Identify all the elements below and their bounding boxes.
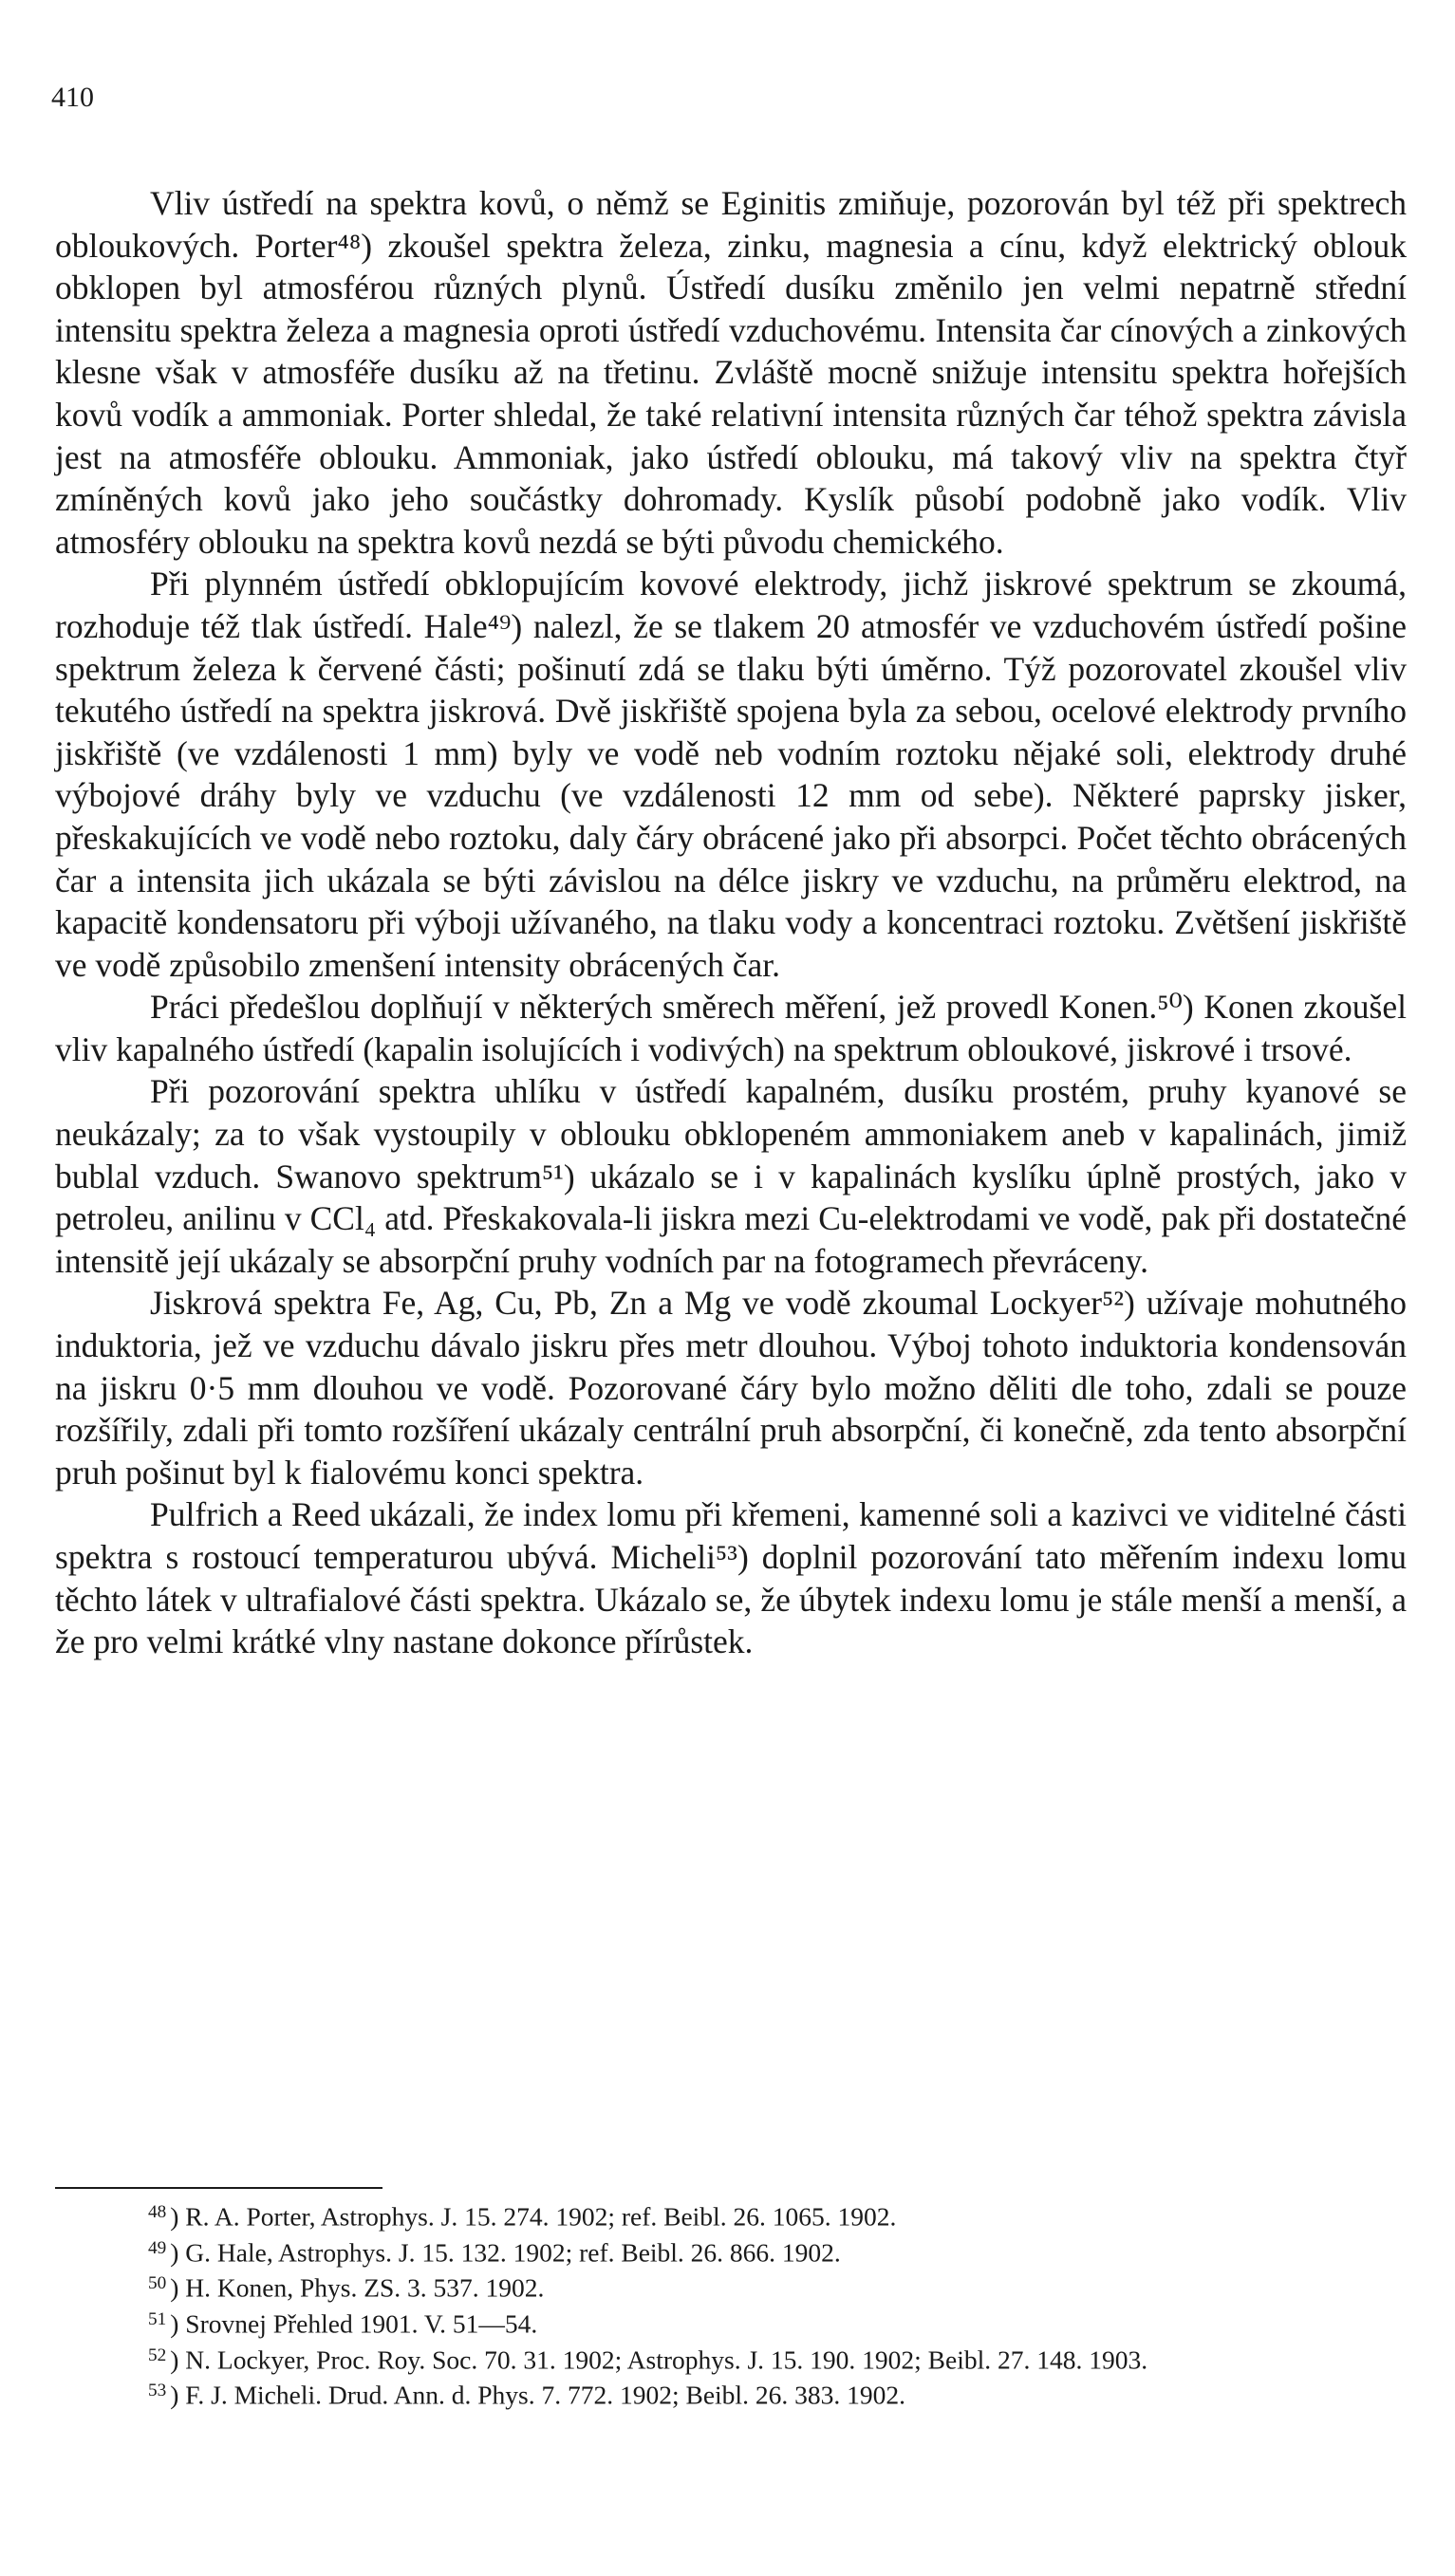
footnote-49: $^{49}$ ) G. Hale, Astrophys. J. 15. 132. 1902; ref. Beibl. 26. 866. 1902. — [148, 2237, 841, 2268]
footnote-text: R. A. Porter, Astrophys. J. 15. 274. 1902; ref. Beibl. 26. 1065. 1902. — [185, 2201, 897, 2232]
footnote-53: $^{53}$ ) F. J. Micheli. Drud. Ann. d. Phys. 7. 772. 1902; Beibl. 26. 383. 1902. — [148, 2380, 905, 2410]
footnote-52: $^{52}$ ) N. Lockyer, Proc. Roy. Soc. 70. 31. 1902; Astrophys. J. 15. 190. 1902; Beibl. 27. 148. 1903. — [148, 2344, 1148, 2375]
footnote-text: H. Konen, Phys. ZS. 3. 537. 1902. — [185, 2272, 545, 2303]
footnote-51: $^{51}$ ) Srovnej Přehled 1901. V. 51—54. — [148, 2308, 538, 2339]
footnote-divider — [55, 2187, 382, 2189]
paragraph-2: Při plynném ústředí obklopujícím kovové elektrody, jichž jiskrové spektrum se zkoumá, rozhoduje též tlak ústředí. Hale⁴⁹) nalezl, že se tlakem 20 atmosfér ve vzduchovém ústředí pošine spektrum železa k červené části; pošinutí zdá se tlaku býti úměrno. Týž pozorovatel zkoušel vliv tekutého ústředí na spektra jiskrová. Dvě jiskřiště spojena byla za sebou, ocelové elektrody prvního jiskřiště (ve vzdálenosti 1 mm) byly ve vodě neb vodním roztoku nějaké soli, elektrody druhé výbojové dráhy byly ve vzduchu (ve vzdálenosti 12 mm od sebe). Některé paprsky jisker, přeskakujících ve vodě nebo roztoku, daly čáry obrácené jako při absorpci. Počet těchto obrácených čar a intensita jich ukázala se býti závislou na délce jiskry ve vzduchu, na průměru elektrod, na kapacitě kondensatoru při výboji užívaného, na tlaku vody a koncentraci roztoku. Zvětšení jiskřiště ve vodě způsobilo zmenšení intensity obrácených čar. — [55, 565, 1407, 984]
footnote-50: $^{50}$ ) H. Konen, Phys. ZS. 3. 537. 1902. — [148, 2272, 545, 2303]
footnote-text: Srovnej Přehled 1901. V. 51—54. — [185, 2308, 538, 2339]
paragraph-5: Jiskrová spektra Fe, Ag, Cu, Pb, Zn a Mg ve vodě zkoumal Lockyer⁵²) užívaje mohutného induktoria, jež ve vzduchu dávalo jiskru přes metr dlouhou. Výboj tohoto induktoria kondensován na jiskru 0·5 mm dlouhou ve vodě. Pozorované čáry bylo možno děliti dle toho, zdali se pouze rozšířily, zdali při tomto rozšíření ukázaly centrální pruh absorpční, či konečně, zda tento absorpční pruh pošinut byl k fialovému konci spektra. — [55, 1284, 1407, 1492]
paragraph-6: Pulfrich a Reed ukázali, že index lomu při křemeni, kamenné soli a kazivci ve viditelné části spektra s rostoucí temperaturou ubývá. Micheli⁵³) doplnil pozorování tato měřením indexu lomu těchto látek v ultrafialové části spektra. Ukázalo se, že úbytek indexu lomu je stále menší a menší, a že pro velmi krátké vlny nastane dokonce přírůstek. — [55, 1495, 1407, 1661]
footnote-mark: 52 — [148, 2344, 167, 2365]
body-text — [55, 182, 1407, 1663]
paragraph-1: Vliv ústředí na spektra kovů, o němž se Eginitis zmiňuje, pozorován byl též při spektrech obloukových. Porter⁴⁸) zkoušel spektra železa, zinku, magnesia a cínu, když elektrický oblouk obklopen byl atmosférou různých plynů. Ústředí dusíku změnilo jen velmi nepatrně střední intensitu spektra železa a magnesia oproti ústředí vzduchovému. Intensita čar cínových a zinkových klesne však v atmosféře dusíku až na třetinu. Zvláště mocně snižuje intensitu spektra hořejších kovů vodík a ammoniak. Porter shledal, že také relativní intensita různých čar téhož spektra závisla jest na atmosféře oblouku. Ammoniak, jako ústředí oblouku, má takový vliv na spektra čtyř zmíněných kovů jako jeho součástky dohromady. Kyslík působí podobně jako vodík. Vliv atmosféry oblouku na spektra kovů nezdá se býti původu chemického. — [55, 184, 1407, 561]
footnote-text: N. Lockyer, Proc. Roy. Soc. 70. 31. 1902; Astrophys. J. 15. 190. 1902; Beibl. 27. 148. 1903. — [185, 2344, 1148, 2375]
footnote-text: F. J. Micheli. Drud. Ann. d. Phys. 7. 772. 1902; Beibl. 26. 383. 1902. — [185, 2380, 905, 2410]
footnote-mark: 53 — [148, 2381, 167, 2401]
page-number: 410 — [51, 82, 94, 113]
footnote-mark: 49 — [148, 2237, 167, 2258]
paragraph-3: Práci předešlou doplňují v některých směrech měření, jež provedl Konen.⁵⁰) Konen zkoušel vliv kapalného ústředí (kapalin isolujících i vodivých) na spektrum obloukové, jiskrové i trsové. — [55, 988, 1407, 1068]
footnote-text: G. Hale, Astrophys. J. 15. 132. 1902; ref. Beibl. 26. 866. 1902. — [185, 2237, 841, 2268]
footnote-mark: 51 — [148, 2308, 167, 2329]
paragraph-4: Při pozorování spektra uhlíku v ústředí kapalném, dusíku prostém, pruhy kyanové se neukázaly; za to však vystoupily v oblouku obklopeném ammoniakem aneb v kapalinách, jimiž bublal vzduch. Swanovo spektrum⁵¹) ukázalo se i v kapalinách kyslíku úplně prostých, jako v petroleu, anilinu v CCl₄ atd. Přeskakovala-li jiskra mezi Cu-elektrodami ve vodě, pak při dostatečné intensitě její ukázaly se absorpční pruhy vodních par na fotogramech převráceny. — [55, 1072, 1407, 1280]
footnotes — [55, 2196, 1407, 2411]
footnote-mark: 50 — [148, 2273, 167, 2294]
footnote-48: $^{48}$ ) R. A. Porter, Astrophys. J. 15. 274. 1902; ref. Beibl. 26. 1065. 1902. — [148, 2201, 897, 2232]
footnote-mark: 48 — [148, 2202, 167, 2222]
